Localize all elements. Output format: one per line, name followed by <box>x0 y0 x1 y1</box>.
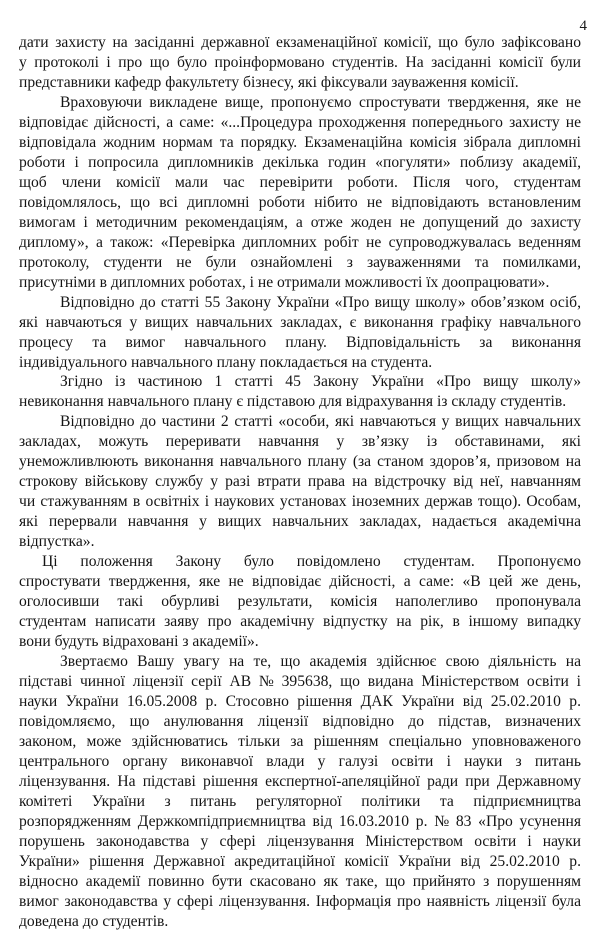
document-body <box>19 33 581 932</box>
text-line: Звертаємо Вашу увагу на те, що академія здійснює свою діяльність на <box>60 653 581 671</box>
text-line: невиконання навчального плану є підставою для відрахування із складу студентів. <box>19 393 567 411</box>
text-line: Відповідно до статті 55 Закону України «Про вищу школу» обов’язком осіб, <box>60 293 581 311</box>
text-line: у протоколі і про що було проінформовано студентів. На засіданні комісії були <box>19 53 581 71</box>
text-line: унеможливлюють виконання навчального плану (за станом здоров’я, призовом на <box>19 453 581 471</box>
paragraph <box>19 293 581 373</box>
text-line: вимогам і методичним рекомендаціям, а отже жоден не допущений до захисту <box>19 213 581 231</box>
text-line: України» рішення Державної акредитаційної комісії України від 25.02.2010 р. <box>19 852 581 870</box>
text-line: підставі чинної ліцензії серії АВ № 395638, що видана Міністерством освіти і <box>19 673 581 690</box>
text-line: відповідала жодним нормам та порядку. Екзаменаційна комісія зібрала дипломні <box>19 133 581 151</box>
paragraph <box>19 33 581 93</box>
text-line: процесу та вимог навчального плану. Відповідальність за виконання <box>19 333 581 351</box>
text-line: Згідно із частиною 1 статті 45 Закону України «Про вищу школу» <box>60 373 581 391</box>
text-line: відповідає дійсності, а саме: «...Процедура проходження попереднього захисту не <box>19 113 581 131</box>
paragraph <box>19 652 581 932</box>
text-line: закладах, можуть переривати навчання у зв’язку із обставинами, які <box>19 433 581 451</box>
text-line: Ці положення Закону було повідомлено студентам. Пропонуємо <box>42 553 581 571</box>
paragraph <box>19 412 581 552</box>
text-line: повідомляємо, що анулювання ліцензії відповідно до підстав, визначених <box>19 712 581 730</box>
text-line: які навчаються у вищих навчальних закладах, є виконання графіку навчального <box>19 313 581 331</box>
text-line: розпорядженням Держкомпідприємництва від 16.03.2010 р. № 83 «Про усунення <box>19 812 581 830</box>
text-line: вимог законодавства у сфері ліцензування. Інформація про наявність ліцензії була <box>19 892 581 910</box>
text-line: повідомлялось, що всі дипломні роботи нібито не відповідають встановленим <box>19 193 581 211</box>
text-line: щоб члени комісії мали час перевірити роботи. Після чого, студентам <box>19 173 581 191</box>
text-line: індивідуального навчального плану покладається на студента. <box>19 353 433 371</box>
text-line: чи стажуванням в освітніх і наукових установах іноземних держав тощо). Особам, <box>19 493 581 511</box>
text-line: порушень законодавства у сфері ліцензування Міністерством освіти і науки <box>19 832 581 850</box>
text-line: диплому», а також: «Перевірка дипломних робіт не супроводжувалась веденням <box>19 233 581 251</box>
text-line: відносно академії повинно бути скасовано як таке, що прийнято з порушенням <box>19 872 581 890</box>
text-line: центрального органу виконавчої влади у галузі освіти і науки з питань <box>19 752 581 770</box>
text-line: законом, може здійснюватись тільки за рішенням спеціально уповноваженого <box>19 732 581 750</box>
paragraph <box>19 372 581 412</box>
text-line: представники кафедр факультету бізнесу, які фіксували зауваження комісії. <box>19 73 519 91</box>
text-line: науки України 16.05.2008 р. Стосовно рішення ДАК України від 25.02.2010 р. <box>19 692 581 710</box>
text-line: студентам написати заяву про академічну відпустку на рік, в іншому випадку <box>19 613 581 631</box>
text-line: які перервали навчання у вищих навчальних закладах, надається академічна <box>19 513 581 531</box>
text-line: строкову військову службу у разі втрати права на відстрочку від неї, навчанням <box>19 473 581 491</box>
text-line: оголосивши такі обурливі результати, комісія наполегливо пропонувала <box>19 593 581 611</box>
text-line: Відповідно до частини 2 статті «особи, які навчаються у вищих навчальних <box>60 413 581 431</box>
text-line: дати захисту на засіданні державної екзаменаційної комісії, що було зафіксовано <box>19 34 581 51</box>
text-line: Враховуючи викладене вище, пропонуємо спростувати твердження, яке не <box>60 93 581 111</box>
text-line: відпустка». <box>19 533 95 551</box>
text-line: доведена до студентів. <box>19 912 169 930</box>
text-line: спростувати твердження, яке не відповідає дійсності, а саме: «В цей же день, <box>19 573 581 591</box>
text-line: роботи і попросила дипломників декілька годин «погуляти» поблизу академії, <box>19 153 581 171</box>
page-number: 4 <box>579 18 587 34</box>
text-line: ліцензування. На підставі рішення експертної-апеляційної ради при Державному <box>19 772 581 790</box>
paragraph <box>19 552 581 652</box>
text-line: протоколу, студенти не були ознайомлені з зауваженнями та помилками, <box>19 253 581 271</box>
text-line: вони будуть відраховані з академії». <box>19 633 259 651</box>
text-line: присутніми в дипломних роботах, і не отримали можливості їх доопрацювати». <box>19 273 550 291</box>
paragraph <box>19 93 581 293</box>
text-line: комітеті України з питань регуляторної політики та підприємництва <box>19 792 581 810</box>
